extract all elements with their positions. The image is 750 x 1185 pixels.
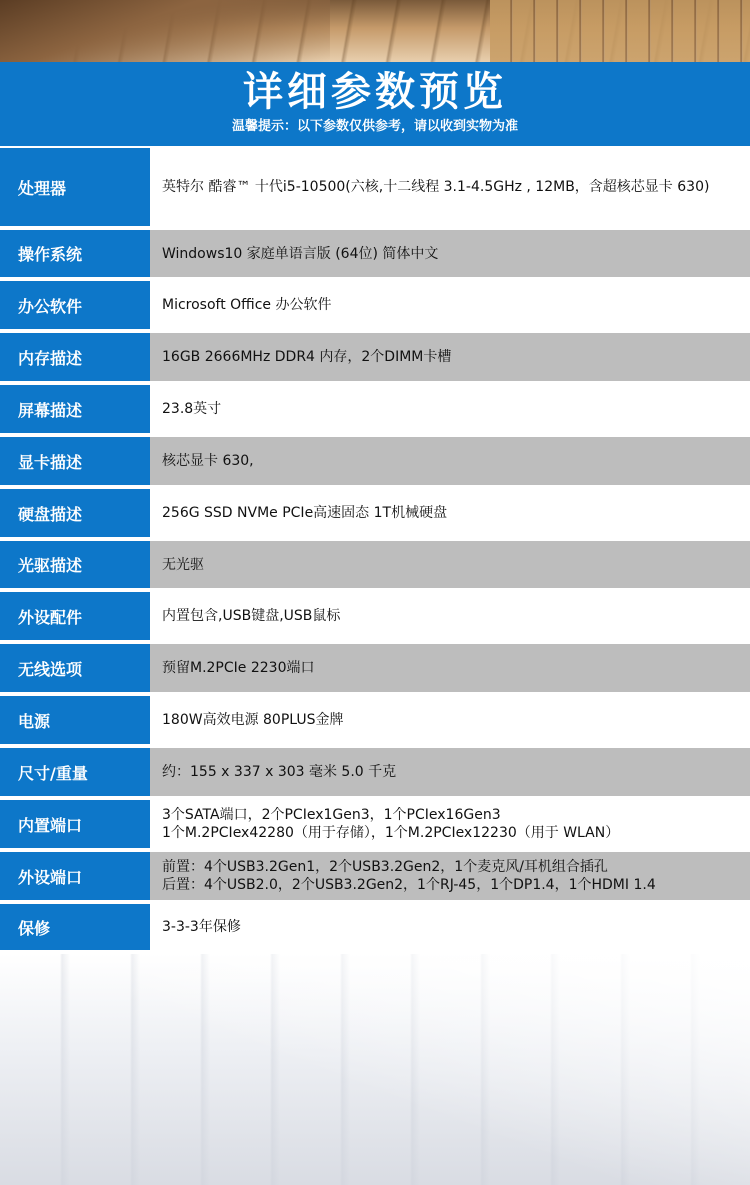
spec-value: [150, 437, 750, 485]
spec-label: 办公软件: [0, 281, 150, 329]
page-title: 详细参数预览: [243, 69, 507, 115]
spec-label: 屏幕描述: [0, 385, 150, 433]
spec-value: [150, 696, 750, 744]
spec-value-line: 英特尔 酷睿™ 十代i5-10500(六核,十二线程 3.1-4.5GHz , 12MB，含超核芯显卡 630): [162, 179, 710, 195]
spec-label: 无线选项: [0, 644, 150, 692]
spec-row: [0, 383, 750, 435]
spec-row: [0, 902, 750, 952]
spec-row: [0, 850, 750, 902]
spec-row: [0, 746, 750, 798]
spec-value-line: 3个SATA端口，2个PCIex1Gen3，1个PCIex16Gen3: [162, 807, 501, 823]
spec-row: [0, 590, 750, 642]
spec-label: 光驱描述: [0, 541, 150, 588]
spec-value-line: 3-3-3年保修: [162, 919, 241, 935]
spec-row: [0, 331, 750, 383]
spec-label: 外设端口: [0, 852, 150, 900]
spec-value-line: 预留M.2PCIe 2230端口: [162, 660, 315, 676]
spec-value-line: 1个M.2PCIex42280（用于存储），1个M.2PCIex12230（用于 WLAN）: [162, 825, 620, 841]
spec-label: 处理器: [0, 148, 150, 226]
spec-row: [0, 435, 750, 487]
spec-row: [0, 539, 750, 590]
spec-value-line: 后置：4个USB2.0，2个USB3.2Gen2，1个RJ-45，1个DP1.4，1个HDMI 1.4: [162, 877, 656, 893]
spec-value-line: 256G SSD NVMe PCIe高速固态 1T机械硬盘: [162, 505, 448, 521]
spec-value: [150, 385, 750, 433]
spec-value: [150, 644, 750, 692]
spec-label: 显卡描述: [0, 437, 150, 485]
spec-row: [0, 228, 750, 279]
spec-value: [150, 148, 750, 226]
spec-label: 保修: [0, 904, 150, 950]
page-subtitle: 温馨提示：以下参数仅供参考，请以收到实物为准: [231, 119, 518, 134]
spec-value-line: 约：155 x 337 x 303 毫米 5.0 千克: [162, 764, 397, 780]
spec-value: [150, 333, 750, 381]
spec-value-line: Windows10 家庭单语言版 (64位) 简体中文: [162, 245, 439, 262]
spec-row: [0, 798, 750, 850]
spec-value-line: 23.8英寸: [162, 401, 222, 417]
spec-row: [0, 487, 750, 539]
spec-value: [150, 541, 750, 588]
spec-value-line: 无光驱: [162, 556, 204, 573]
spec-value: [150, 904, 750, 950]
spec-row: [0, 146, 750, 228]
spec-row: [0, 642, 750, 694]
spec-label: 硬盘描述: [0, 489, 150, 537]
spec-value-line: 核芯显卡 630,: [162, 453, 254, 469]
spec-value-line: 前置：4个USB3.2Gen1，2个USB3.2Gen2，1个麦克风/耳机组合插孔: [162, 859, 608, 875]
spec-value: [150, 800, 750, 848]
spec-header-banner: [0, 62, 750, 146]
spec-label: 尺寸/重量: [0, 748, 150, 796]
spec-value-line: 180W高效电源 80PLUS金牌: [162, 712, 344, 728]
spec-value-line: 16GB 2666MHz DDR4 内存，2个DIMM卡槽: [162, 349, 452, 365]
spec-value: [150, 592, 750, 640]
spec-value: [150, 230, 750, 277]
spec-label: 内存描述: [0, 333, 150, 381]
spec-value: [150, 281, 750, 329]
spec-table: [0, 146, 750, 954]
spec-label: 操作系统: [0, 230, 150, 277]
spec-label: 电源: [0, 696, 150, 744]
spec-label: 外设配件: [0, 592, 150, 640]
spec-row: [0, 279, 750, 331]
spec-value-line: Microsoft Office 办公软件: [162, 297, 332, 313]
spec-value: [150, 489, 750, 537]
top-decorative-photo: [0, 0, 750, 62]
spec-value: [150, 852, 750, 900]
spec-value-line: 内置包含,USB键盘,USB鼠标: [162, 608, 341, 624]
spec-row: [0, 694, 750, 746]
spec-label: 内置端口: [0, 800, 150, 848]
bottom-decorative-photo: [0, 954, 750, 1185]
spec-value: [150, 748, 750, 796]
